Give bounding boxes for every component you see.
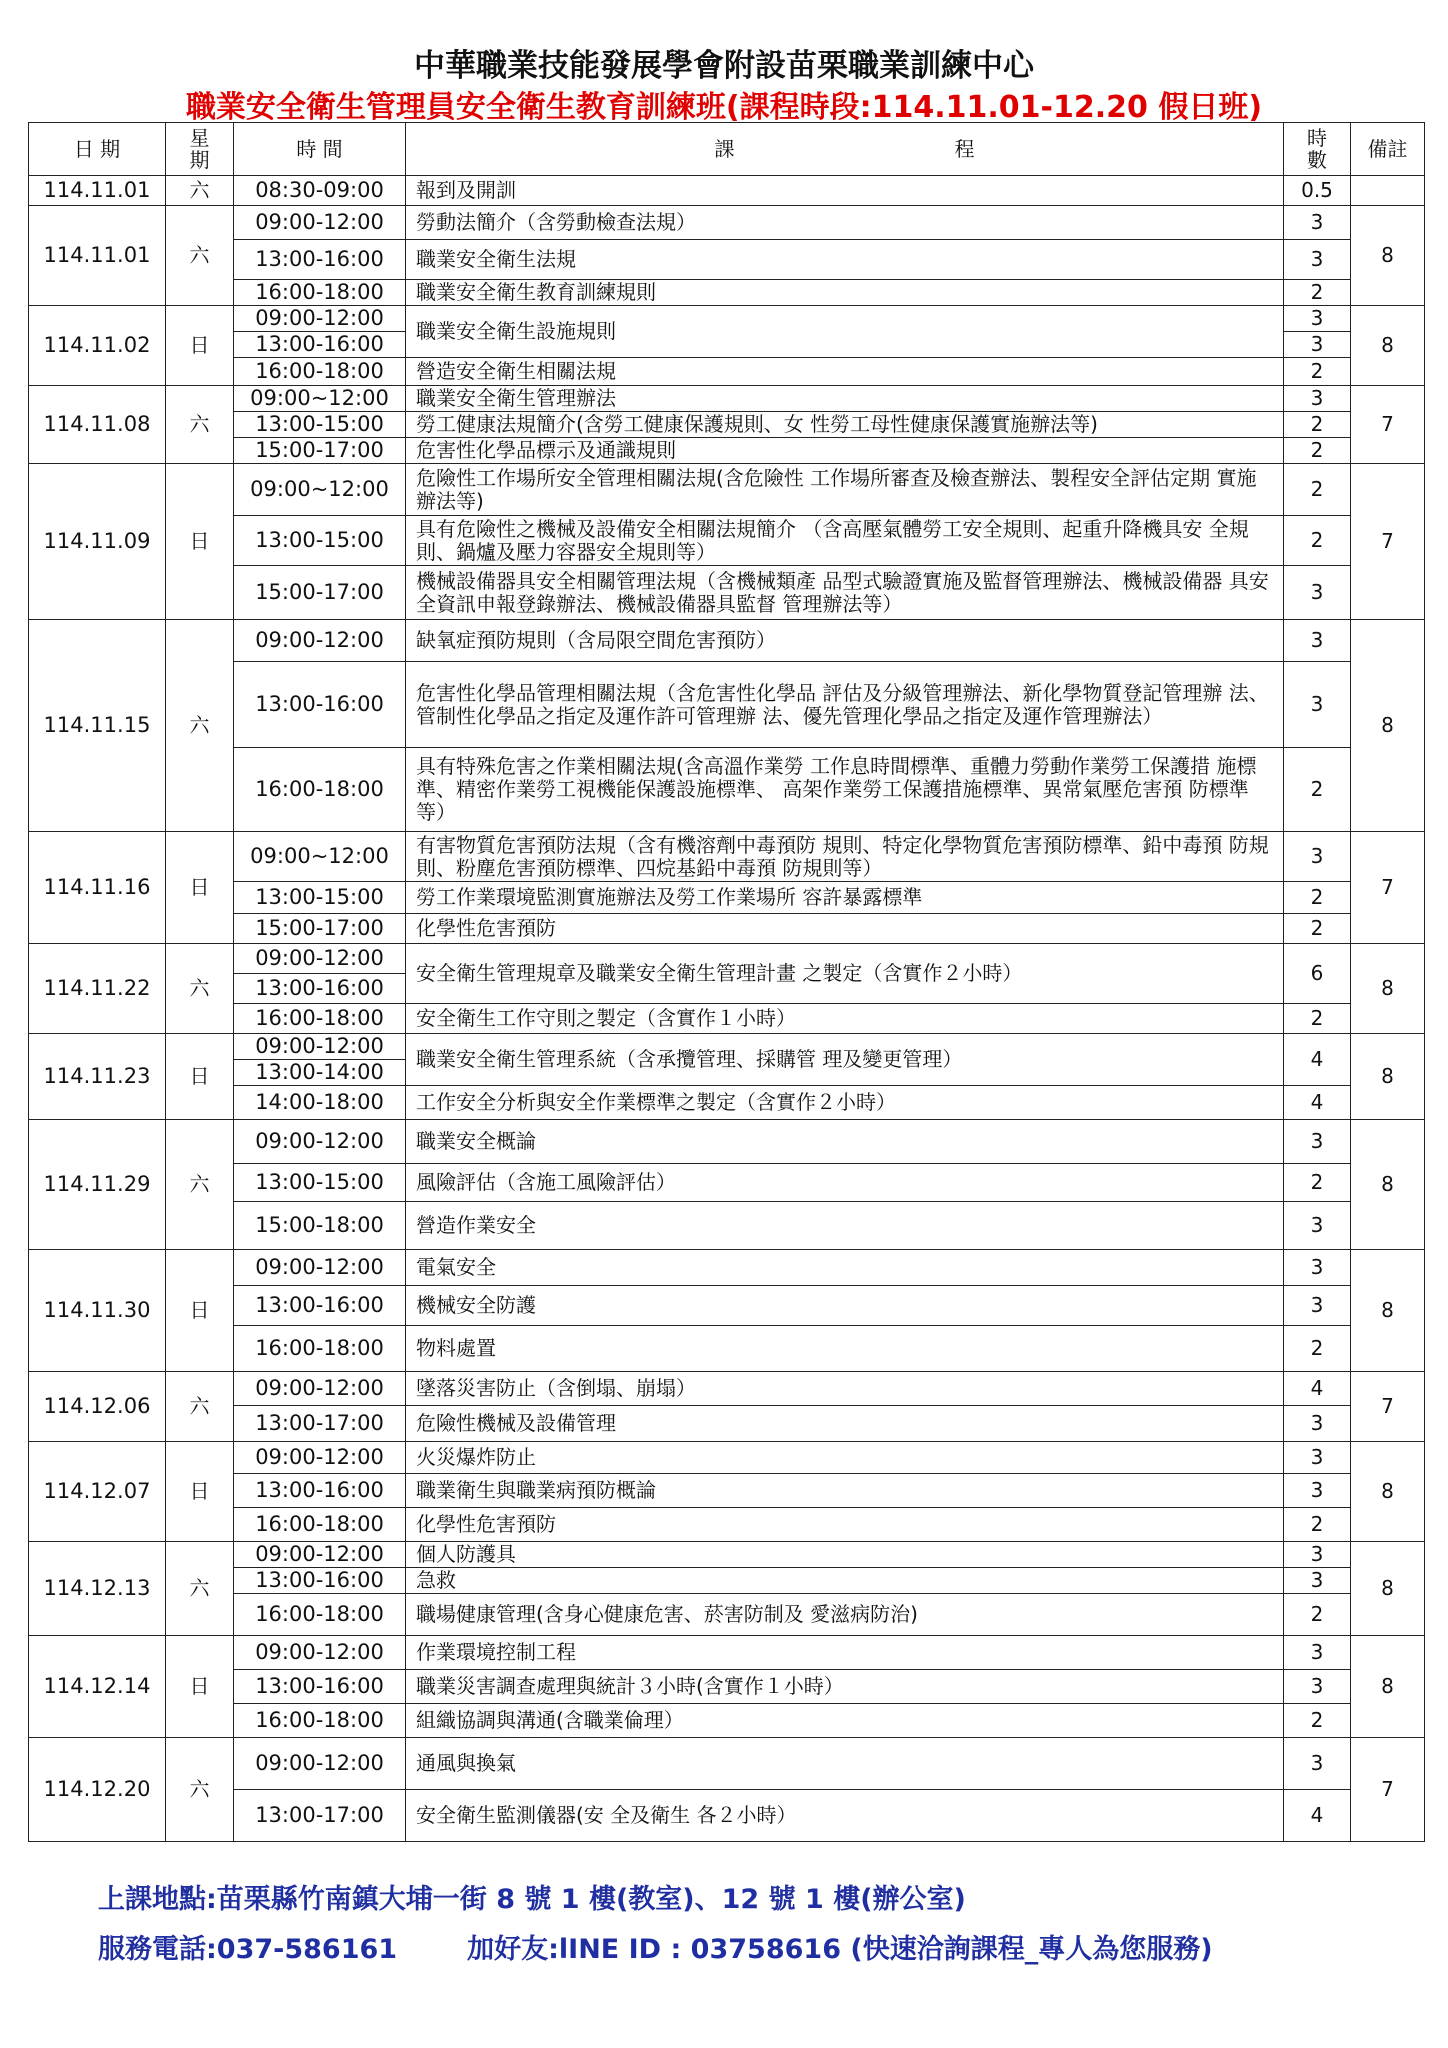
time-cell: 14:00-18:00 [234,1086,406,1120]
time-cell: 09:00-12:00 [234,1738,406,1790]
hours-cell: 4 [1284,1790,1351,1842]
note-cell: 8 [1351,1120,1425,1250]
weekday-cell: 六 [166,620,234,832]
note-cell: 8 [1351,1542,1425,1636]
course-cell: 有害物質危害預防法規（含有機溶劑中毒預防 規則、特定化學物質危害預防標準、鉛中毒預 防規則、粉塵危害預防標準、四烷基鉛中毒預 防規則等） [406,832,1284,882]
table-row [29,464,1425,516]
weekday-cell: 六 [166,206,234,306]
note-cell: 8 [1351,306,1425,386]
table-row [29,1286,1425,1326]
note-cell [1351,176,1425,206]
table-row [29,1508,1425,1542]
course-cell: 勞動法簡介（含勞動檢查法規） [406,206,1284,240]
footer-phone: 服務電話:037-586161 [98,1934,398,1965]
hours-cell: 3 [1284,1568,1351,1594]
time-cell: 09:00-12:00 [234,1372,406,1406]
time-cell: 15:00-18:00 [234,1202,406,1250]
course-cell: 職業安全衛生管理系統（含承攬管理、採購管 理及變更管理） [406,1034,1284,1086]
course-cell: 化學性危害預防 [406,1508,1284,1542]
time-cell: 13:00-16:00 [234,1568,406,1594]
course-cell: 職業衛生與職業病預防概論 [406,1474,1284,1508]
table-row [29,1326,1425,1372]
hours-cell: 3 [1284,240,1351,280]
course-cell: 危害性化學品管理相關法規（含危害性化學品 評估及分級管理辦法、新化學物質登記管理辦 法、管制性化學品之指定及運作許可管理辦 法、優先管理化學品之指定及運作管理辦法） [406,662,1284,748]
weekday-cell: 日 [166,1442,234,1542]
hours-cell: 3 [1284,832,1351,882]
hours-cell: 3 [1284,566,1351,620]
hours-cell: 3 [1284,1474,1351,1508]
schedule-table [28,122,1425,1842]
table-row [29,306,1425,332]
table-row [29,1704,1425,1738]
course-cell: 營造安全衛生相關法規 [406,358,1284,386]
time-cell: 13:00-16:00 [234,974,406,1004]
course-cell: 危險性機械及設備管理 [406,1406,1284,1442]
weekday-cell: 六 [166,1372,234,1442]
table-row [29,882,1425,914]
table-row [29,944,1425,974]
time-cell: 15:00-17:00 [234,438,406,464]
hours-cell: 3 [1284,1286,1351,1326]
weekday-cell: 日 [166,1636,234,1738]
time-cell: 09:00~12:00 [234,832,406,882]
hours-cell: 4 [1284,1086,1351,1120]
course-cell: 職業安全衛生管理辦法 [406,386,1284,412]
header-hours: 時 數 [1284,123,1351,176]
time-cell: 09:00-12:00 [234,1636,406,1670]
table-row [29,662,1425,748]
hours-cell: 3 [1284,1738,1351,1790]
hours-cell: 2 [1284,882,1351,914]
table-row [29,1250,1425,1286]
hours-cell: 2 [1284,464,1351,516]
hours-cell: 2 [1284,748,1351,832]
hours-cell: 3 [1284,1250,1351,1286]
date-cell: 114.12.13 [29,1542,166,1636]
hours-cell: 2 [1284,516,1351,566]
hours-cell: 3 [1284,1406,1351,1442]
date-cell: 114.12.06 [29,1372,166,1442]
time-cell: 09:00~12:00 [234,386,406,412]
note-cell: 8 [1351,1034,1425,1120]
table-row [29,1406,1425,1442]
course-cell: 安全衛生工作守則之製定（含實作１小時） [406,1004,1284,1034]
table-row [29,358,1425,386]
table-row [29,1670,1425,1704]
footer-contact [98,1927,1213,1966]
table-row [29,1542,1425,1568]
hours-cell: 4 [1284,1034,1351,1086]
time-cell: 13:00-15:00 [234,412,406,438]
table-row [29,1034,1425,1060]
hours-cell: 2 [1284,1326,1351,1372]
table-row [29,1004,1425,1034]
table-row [29,748,1425,832]
hours-cell: 2 [1284,1164,1351,1202]
date-cell: 114.12.14 [29,1636,166,1738]
page-title: 中華職業技能發展學會附設苗栗職業訓練中心 [414,48,1034,84]
weekday-cell: 六 [166,944,234,1034]
time-cell: 16:00-18:00 [234,1004,406,1034]
table-row [29,386,1425,412]
hours-cell: 0.5 [1284,176,1351,206]
course-cell: 火災爆炸防止 [406,1442,1284,1474]
course-cell: 機械安全防護 [406,1286,1284,1326]
time-cell: 09:00-12:00 [234,1542,406,1568]
time-cell: 13:00-14:00 [234,1060,406,1086]
time-cell: 08:30-09:00 [234,176,406,206]
date-cell: 114.11.02 [29,306,166,386]
course-cell: 個人防護具 [406,1542,1284,1568]
date-cell: 114.11.22 [29,944,166,1034]
date-cell: 114.11.01 [29,206,166,306]
time-cell: 16:00-18:00 [234,1508,406,1542]
note-cell: 8 [1351,206,1425,306]
table-row [29,1474,1425,1508]
hours-cell: 3 [1284,306,1351,332]
course-cell: 化學性危害預防 [406,914,1284,944]
time-cell: 09:00-12:00 [234,206,406,240]
time-cell: 09:00-12:00 [234,620,406,662]
note-cell: 7 [1351,832,1425,944]
table-row [29,438,1425,464]
course-subtitle: 職業安全衛生管理員安全衛生教育訓練班(課程時段:114.11.01-12.20 假日班) [185,90,1263,125]
table-row [29,1120,1425,1164]
time-cell: 16:00-18:00 [234,1704,406,1738]
time-cell: 13:00-17:00 [234,1406,406,1442]
course-cell: 勞工健康法規簡介(含勞工健康保護規則、女 性勞工母性健康保護實施辦法等) [406,412,1284,438]
course-cell: 作業環境控制工程 [406,1636,1284,1670]
time-cell: 15:00-17:00 [234,914,406,944]
date-cell: 114.12.07 [29,1442,166,1542]
table-row [29,832,1425,882]
table-row [29,1790,1425,1842]
course-cell: 職業災害調查處理與統計３小時(含實作１小時） [406,1670,1284,1704]
date-cell: 114.11.29 [29,1120,166,1250]
hours-cell: 4 [1284,1372,1351,1406]
hours-cell: 3 [1284,1442,1351,1474]
note-cell: 7 [1351,386,1425,464]
table-row [29,914,1425,944]
time-cell: 13:00-15:00 [234,882,406,914]
course-cell: 職業安全衛生法規 [406,240,1284,280]
table-row [29,1164,1425,1202]
time-cell: 13:00-16:00 [234,662,406,748]
header-time: 時 間 [234,123,406,176]
footer-address: 上課地點:苗栗縣竹南鎮大埔一街 8 號 1 樓(教室)、12 號 1 樓(辦公室) [98,1884,966,1915]
time-cell: 09:00-12:00 [234,1034,406,1060]
date-cell: 114.11.15 [29,620,166,832]
hours-cell: 2 [1284,1508,1351,1542]
hours-cell: 3 [1284,206,1351,240]
hours-cell: 3 [1284,332,1351,358]
time-cell: 09:00-12:00 [234,1250,406,1286]
footer-line-id: 加好友:lINE ID : 03758616 (快速洽詢課程_專人為您服務) [467,1934,1213,1965]
header-note: 備註 [1351,123,1425,176]
header-course: 課 程 [406,123,1284,176]
table-row [29,1594,1425,1636]
table-row [29,516,1425,566]
table-row [29,1568,1425,1594]
course-cell: 職業安全概論 [406,1120,1284,1164]
weekday-cell: 日 [166,1034,234,1120]
table-row [29,1738,1425,1790]
course-cell: 具有危險性之機械及設備安全相關法規簡介 （含高壓氣體勞工安全規則、起重升降機具安 全規則、鍋爐及壓力容器安全規則等） [406,516,1284,566]
date-cell: 114.11.09 [29,464,166,620]
time-cell: 13:00-16:00 [234,1474,406,1508]
course-cell: 風險評估（含施工風險評估） [406,1164,1284,1202]
table-row [29,412,1425,438]
course-cell: 安全衛生管理規章及職業安全衛生管理計畫 之製定（含實作２小時） [406,944,1284,1004]
hours-cell: 3 [1284,1120,1351,1164]
hours-cell: 6 [1284,944,1351,1004]
time-cell: 13:00-15:00 [234,516,406,566]
course-cell: 物料處置 [406,1326,1284,1372]
weekday-cell: 日 [166,464,234,620]
time-cell: 16:00-18:00 [234,358,406,386]
table-row [29,176,1425,206]
date-cell: 114.11.23 [29,1034,166,1120]
course-cell: 勞工作業環境監測實施辦法及勞工作業場所 容許暴露標準 [406,882,1284,914]
weekday-cell: 日 [166,832,234,944]
course-cell: 電氣安全 [406,1250,1284,1286]
hours-cell: 2 [1284,1594,1351,1636]
course-cell: 職業安全衛生教育訓練規則 [406,280,1284,306]
time-cell: 13:00-17:00 [234,1790,406,1842]
course-cell: 安全衛生監測儀器(安 全及衛生 各２小時） [406,1790,1284,1842]
time-cell: 09:00-12:00 [234,944,406,974]
course-cell: 組織協調與溝通(含職業倫理） [406,1704,1284,1738]
note-cell: 8 [1351,944,1425,1034]
time-cell: 13:00-16:00 [234,240,406,280]
course-cell: 危險性工作場所安全管理相關法規(含危險性 工作場所審查及檢查辦法、製程安全評估定期 實施辦法等) [406,464,1284,516]
note-cell: 8 [1351,1442,1425,1542]
time-cell: 09:00-12:00 [234,1120,406,1164]
time-cell: 16:00-18:00 [234,1594,406,1636]
hours-cell: 3 [1284,662,1351,748]
weekday-cell: 六 [166,1542,234,1636]
table-row [29,1372,1425,1406]
time-cell: 13:00-16:00 [234,1286,406,1326]
hours-cell: 3 [1284,1670,1351,1704]
schedule-body [29,176,1425,1842]
hours-cell: 3 [1284,1202,1351,1250]
hours-cell: 2 [1284,412,1351,438]
course-cell: 報到及開訓 [406,176,1284,206]
course-cell: 危害性化學品標示及通識規則 [406,438,1284,464]
time-cell: 09:00~12:00 [234,464,406,516]
hours-cell: 2 [1284,1704,1351,1738]
table-row [29,206,1425,240]
hours-cell: 3 [1284,1542,1351,1568]
date-cell: 114.12.20 [29,1738,166,1842]
hours-cell: 2 [1284,358,1351,386]
time-cell: 13:00-15:00 [234,1164,406,1202]
table-row [29,1202,1425,1250]
weekday-cell: 日 [166,1250,234,1372]
course-cell: 職業安全衛生設施規則 [406,306,1284,358]
weekday-cell: 六 [166,176,234,206]
date-cell: 114.11.16 [29,832,166,944]
course-cell: 工作安全分析與安全作業標準之製定（含實作２小時） [406,1086,1284,1120]
hours-cell: 3 [1284,620,1351,662]
date-cell: 114.11.08 [29,386,166,464]
date-cell: 114.11.30 [29,1250,166,1372]
table-header-row [29,123,1425,176]
table-row [29,240,1425,280]
table-row [29,1086,1425,1120]
hours-cell: 2 [1284,438,1351,464]
weekday-cell: 六 [166,386,234,464]
weekday-cell: 六 [166,1738,234,1842]
time-cell: 09:00-12:00 [234,306,406,332]
header-weekday: 星 期 [166,123,234,176]
note-cell: 8 [1351,620,1425,832]
time-cell: 09:00-12:00 [234,1442,406,1474]
weekday-cell: 六 [166,1120,234,1250]
hours-cell: 2 [1284,280,1351,306]
table-row [29,620,1425,662]
table-row [29,280,1425,306]
course-cell: 急救 [406,1568,1284,1594]
course-cell: 通風與換氣 [406,1738,1284,1790]
course-cell: 職場健康管理(含身心健康危害、菸害防制及 愛滋病防治) [406,1594,1284,1636]
course-cell: 缺氧症預防規則（含局限空間危害預防） [406,620,1284,662]
note-cell: 8 [1351,1636,1425,1738]
weekday-cell: 日 [166,306,234,386]
time-cell: 16:00-18:00 [234,280,406,306]
course-cell: 營造作業安全 [406,1202,1284,1250]
note-cell: 7 [1351,1372,1425,1442]
date-cell: 114.11.01 [29,176,166,206]
time-cell: 13:00-16:00 [234,1670,406,1704]
hours-cell: 3 [1284,386,1351,412]
hours-cell: 2 [1284,914,1351,944]
header-date: 日 期 [29,123,166,176]
table-row [29,1636,1425,1670]
hours-cell: 2 [1284,1004,1351,1034]
time-cell: 15:00-17:00 [234,566,406,620]
time-cell: 16:00-18:00 [234,748,406,832]
hours-cell: 3 [1284,1636,1351,1670]
note-cell: 7 [1351,1738,1425,1842]
time-cell: 13:00-16:00 [234,332,406,358]
course-cell: 機械設備器具安全相關管理法規（含機械類產 品型式驗證實施及監督管理辦法、機械設備器 具安全資訊申報登錄辦法、機械設備器具監督 管理辦法等） [406,566,1284,620]
course-cell: 具有特殊危害之作業相關法規(含高溫作業勞 工作息時間標準、重體力勞動作業勞工保護措 施標準、精密作業勞工視機能保護設施標準、 高架作業勞工保護措施標準、異常氣壓危害預 防標準等） [406,748,1284,832]
table-row [29,566,1425,620]
time-cell: 16:00-18:00 [234,1326,406,1372]
table-row [29,1442,1425,1474]
course-cell: 墜落災害防止（含倒塌、崩塌） [406,1372,1284,1406]
note-cell: 7 [1351,464,1425,620]
note-cell: 8 [1351,1250,1425,1372]
